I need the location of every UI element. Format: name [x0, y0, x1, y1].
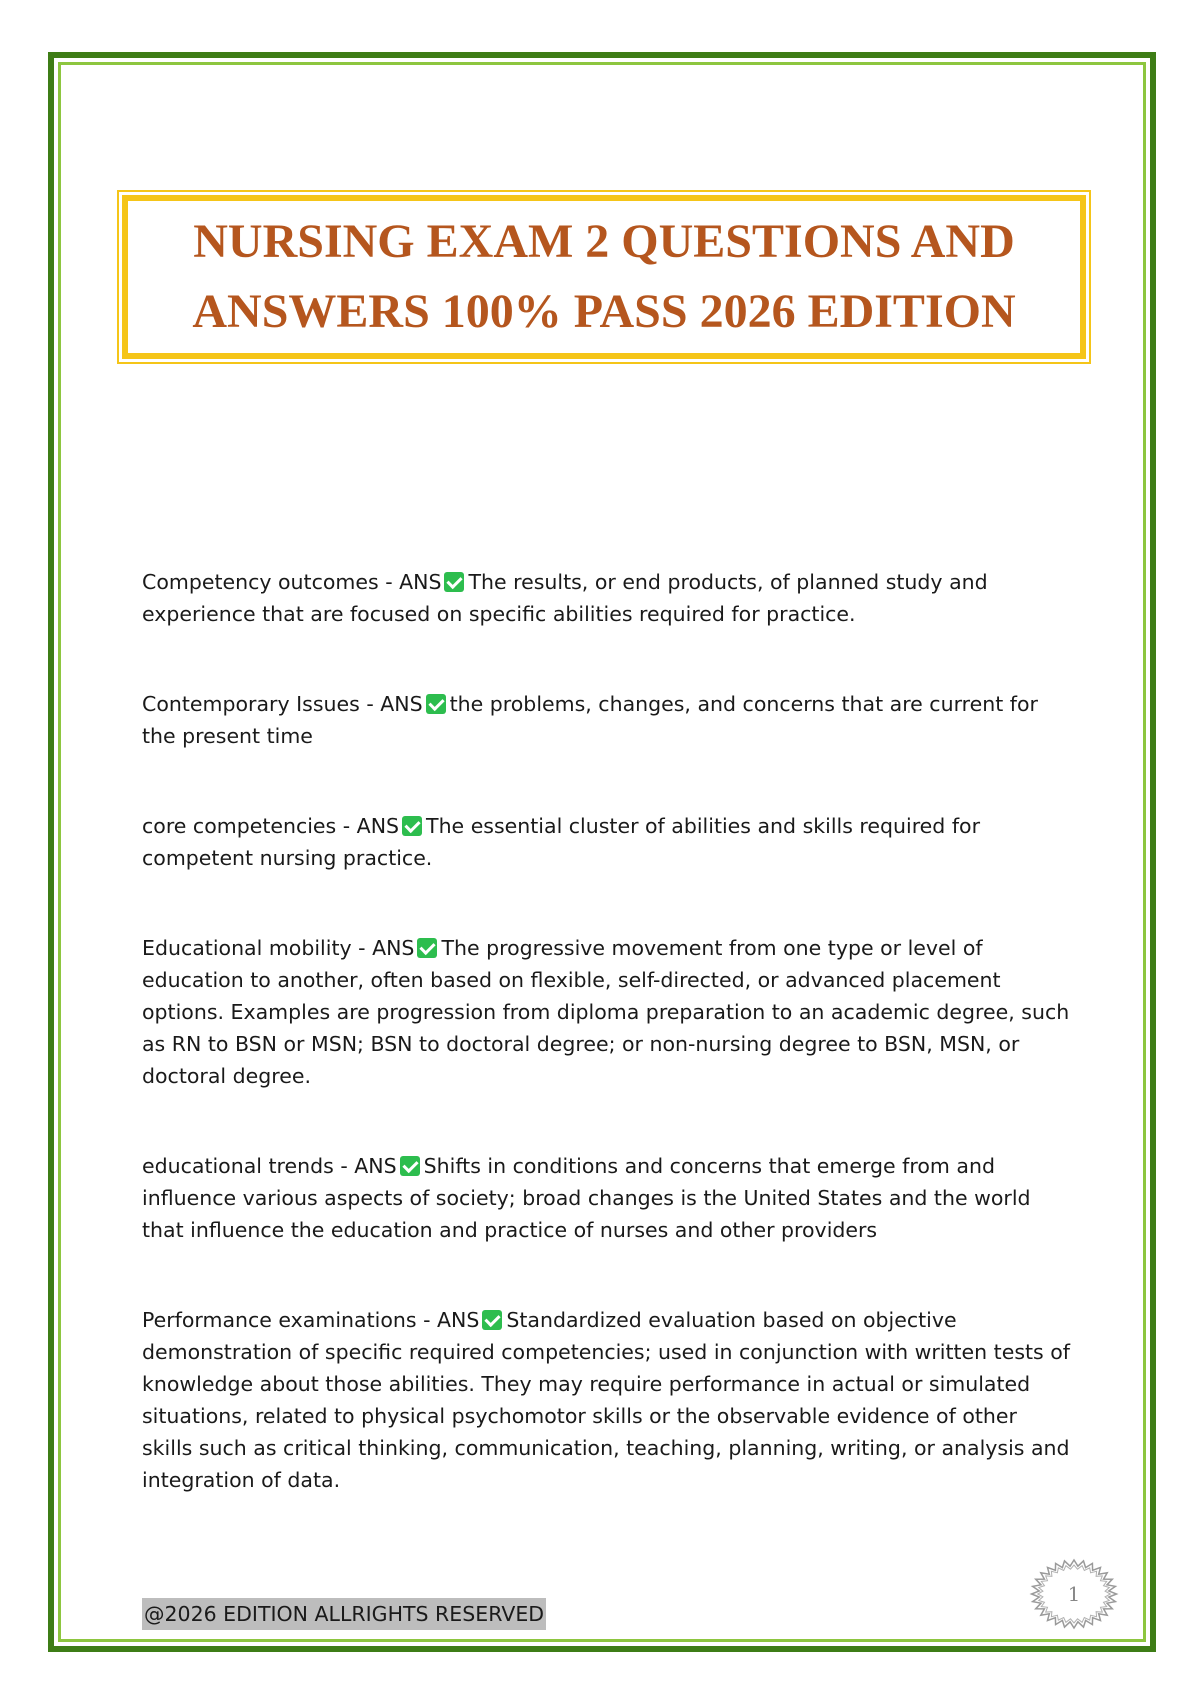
qa-entry: Performance examinations - ANS Standardized evaluation based on objective demonstration of specific required competencies; used in conjunction with written tests of knowledge about those abilities. They may require performance in actual or simulated situations, related to physical psychomotor skills or the observable evidence of other skills such as critical thinking, communication, teaching, planning, writing, or analysis and integration of data. [142, 1308, 1070, 1492]
qa-definition: The essential cluster of abilities and skills required for competent nursing practice. [142, 814, 981, 870]
answer-marker: ANS [356, 814, 400, 838]
check-mark-icon [444, 572, 464, 592]
title-line-2: ANSWERS 100% PASS 2026 EDITION [192, 285, 1016, 338]
page-number: 1 [1067, 1582, 1081, 1606]
qa-definition: The results, or end products, of planned study and experience that are focused on specific abilities required for practice. [142, 570, 988, 626]
check-mark-icon [417, 938, 437, 958]
check-mark-icon [400, 1156, 420, 1176]
qa-term: Competency outcomes [142, 570, 379, 594]
qa-term: Contemporary Issues [142, 692, 360, 716]
answer-marker: ANS [399, 570, 442, 594]
answer-marker: ANS [436, 1308, 480, 1332]
check-mark-icon [482, 1310, 502, 1330]
qa-definition: the problems, changes, and concerns that are current for the present time [142, 692, 1038, 748]
title-line-1: NURSING EXAM 2 QUESTIONS AND [193, 215, 1015, 268]
answer-marker: ANS [372, 936, 415, 960]
qa-entry: Educational mobility - ANS The progressive movement from one type or level of education to another, often based on flexible, self-directed, or advanced placement options. Examples are progression from diploma preparation to an academic degree, such as RN to BSN or MSN; BSN to doctoral degree; or non-nursing degree to BSN, MSN, or doctoral degree. [142, 936, 1070, 1088]
qa-term: Educational mobility [142, 936, 352, 960]
check-mark-icon [426, 694, 446, 714]
qa-term: core competencies [142, 814, 337, 838]
qa-entry: Contemporary Issues - ANS the problems, changes, and concerns that are current for the present time [142, 692, 1038, 748]
qa-entry: core competencies - ANS The essential cluster of abilities and skills required for competent nursing practice. [142, 814, 981, 870]
qa-definition: Standardized evaluation based on objective demonstration of specific required competencies; used in conjunction with written tests of knowledge about those abilities. They may require performance in actual or simulated situations, related to physical psychomotor skills or the observable evidence of other skills such as critical thinking, communication, teaching, planning, writing, or analysis and integration of data. [142, 1308, 1070, 1492]
title-box [122, 195, 1086, 359]
check-mark-icon [402, 816, 422, 836]
qa-definition: Shifts in conditions and concerns that emerge from and influence various aspects of society; broad changes is the United States and the world that influence the education and practice of nurses and other providers [142, 1154, 1031, 1242]
qa-term: educational trends [142, 1154, 334, 1178]
answer-marker: ANS [380, 692, 423, 716]
qa-definition: The progressive movement from one type or level of education to another, often based on flexible, self-directed, or advanced placement options. Examples are progression from diploma preparation to an academic degree, such as RN to BSN or MSN; BSN to doctoral degree; or non-nursing degree to BSN, MSN, or doctoral degree. [142, 936, 1070, 1088]
qa-entry: Competency outcomes - ANS The results, or end products, of planned study and experience that are focused on specific abilities required for practice. [142, 570, 988, 626]
qa-list [142, 566, 1072, 1496]
answer-marker: ANS [354, 1154, 397, 1178]
page-seal [1022, 1556, 1126, 1632]
qa-term: Performance examinations [142, 1308, 417, 1332]
copyright-footer: @2026 EDITION ALLRIGHTS RESERVED [142, 1598, 546, 1630]
qa-entry: educational trends - ANS Shifts in conditions and concerns that emerge from and influence various aspects of society; broad changes is the United States and the world that influence the education and practice of nurses and other providers [142, 1154, 1031, 1242]
